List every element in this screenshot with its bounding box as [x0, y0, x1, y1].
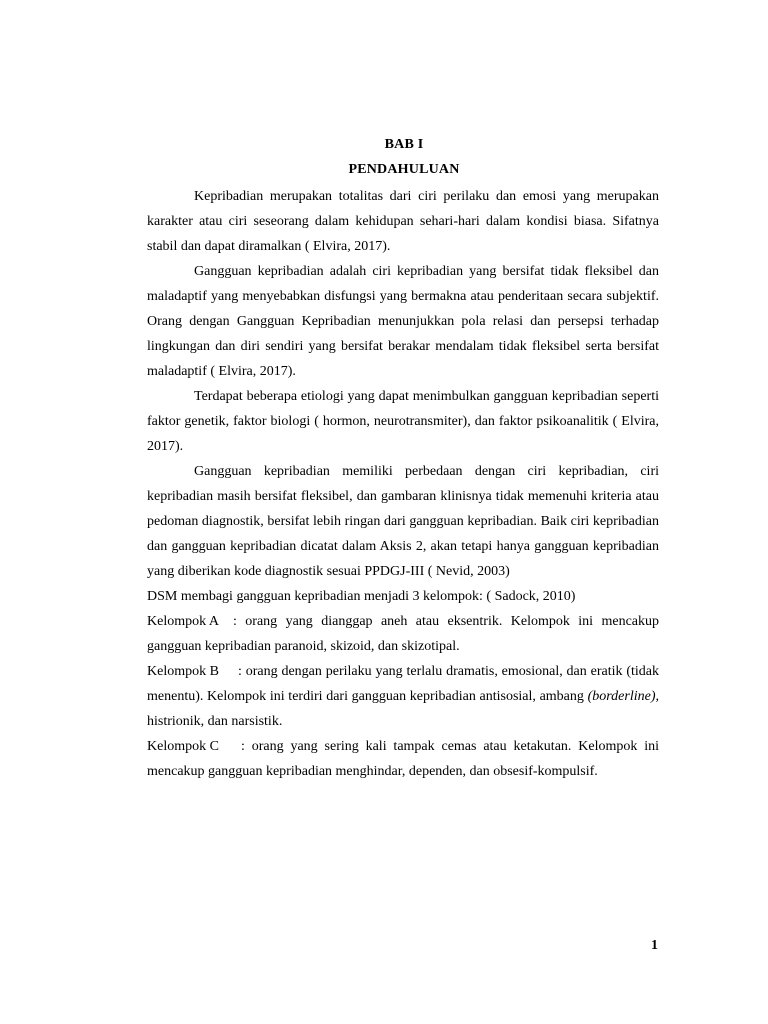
page-number: 1: [651, 938, 658, 953]
dsm-intro: DSM membagi gangguan kepribadian menjadi 3 kelompok: ( Sadock, 2010): [147, 589, 576, 604]
group-b-text-after: histrionik, dan narsistik.: [147, 714, 283, 729]
group-a-text: : orang yang dianggap aneh atau eksentrik. Kelompok ini mencakup gangguan kepribadian paranoid, skizoid, dan skizotipal.: [147, 614, 659, 654]
group-c-label: Kelompok C: [147, 739, 219, 754]
group-b-text-italic: (borderline),: [587, 689, 659, 704]
paragraph-4: Gangguan kepribadian memiliki perbedaan dengan ciri kepribadian, ciri kepribadian masih bersifat fleksibel, dan gambaran klinisnya tidak memenuhi kriteria atau pedoman diagnostik, bersifat lebih ringan dari gangguan kepribadian. Baik ciri kepribadian dan gangguan kepribadian dicatat dalam Aksis 2, akan tetapi hanya gangguan kepribadian yang diberikan kode diagnostik sesuai PPDGJ-III ( Nevid, 2003): [147, 464, 659, 579]
body-text: [147, 184, 659, 784]
group-c-text: : orang yang sering kali tampak cemas atau ketakutan. Kelompok ini mencakup gangguan kepribadian menghindar, dependen, dan obsesif-kompulsif.: [147, 739, 659, 779]
group-b-text-before: : orang dengan perilaku yang terlalu dramatis, emosional, dan eratik (tidak menentu). Kelompok ini terdiri dari gangguan kepribadian antisosial, ambang: [147, 664, 659, 704]
chapter-title: PENDAHULUAN: [348, 162, 460, 177]
group-c: [147, 734, 659, 784]
group-a-label: Kelompok A: [147, 614, 219, 629]
group-a: [147, 609, 659, 659]
paragraph-2: Gangguan kepribadian adalah ciri kepribadian yang bersifat tidak fleksibel dan maladaptif yang menyebabkan disfungsi yang bermakna atau penderitaan secara subjektif. Orang dengan Gangguan Kepribadian menunjukkan pola relasi dan persepsi terhadap lingkungan dan diri sendiri yang bersifat berakar mendalam tidak fleksibel serta bersifat maladaptif ( Elvira, 2017).: [147, 264, 659, 379]
group-b-label: Kelompok B: [147, 664, 219, 679]
chapter-heading: BAB I: [384, 137, 424, 152]
paragraph-3: Terdapat beberapa etiologi yang dapat menimbulkan gangguan kepribadian seperti faktor genetik, faktor biologi ( hormon, neurotransmiter), dan faktor psikoanalitik ( Elvira, 2017).: [147, 389, 659, 454]
group-b: [147, 659, 659, 734]
paragraph-1: Kepribadian merupakan totalitas dari ciri perilaku dan emosi yang merupakan karakter atau ciri seseorang dalam kehidupan sehari-hari dalam kondisi biasa. Sifatnya stabil dan dapat diramalkan ( Elvira, 2017).: [147, 189, 659, 254]
